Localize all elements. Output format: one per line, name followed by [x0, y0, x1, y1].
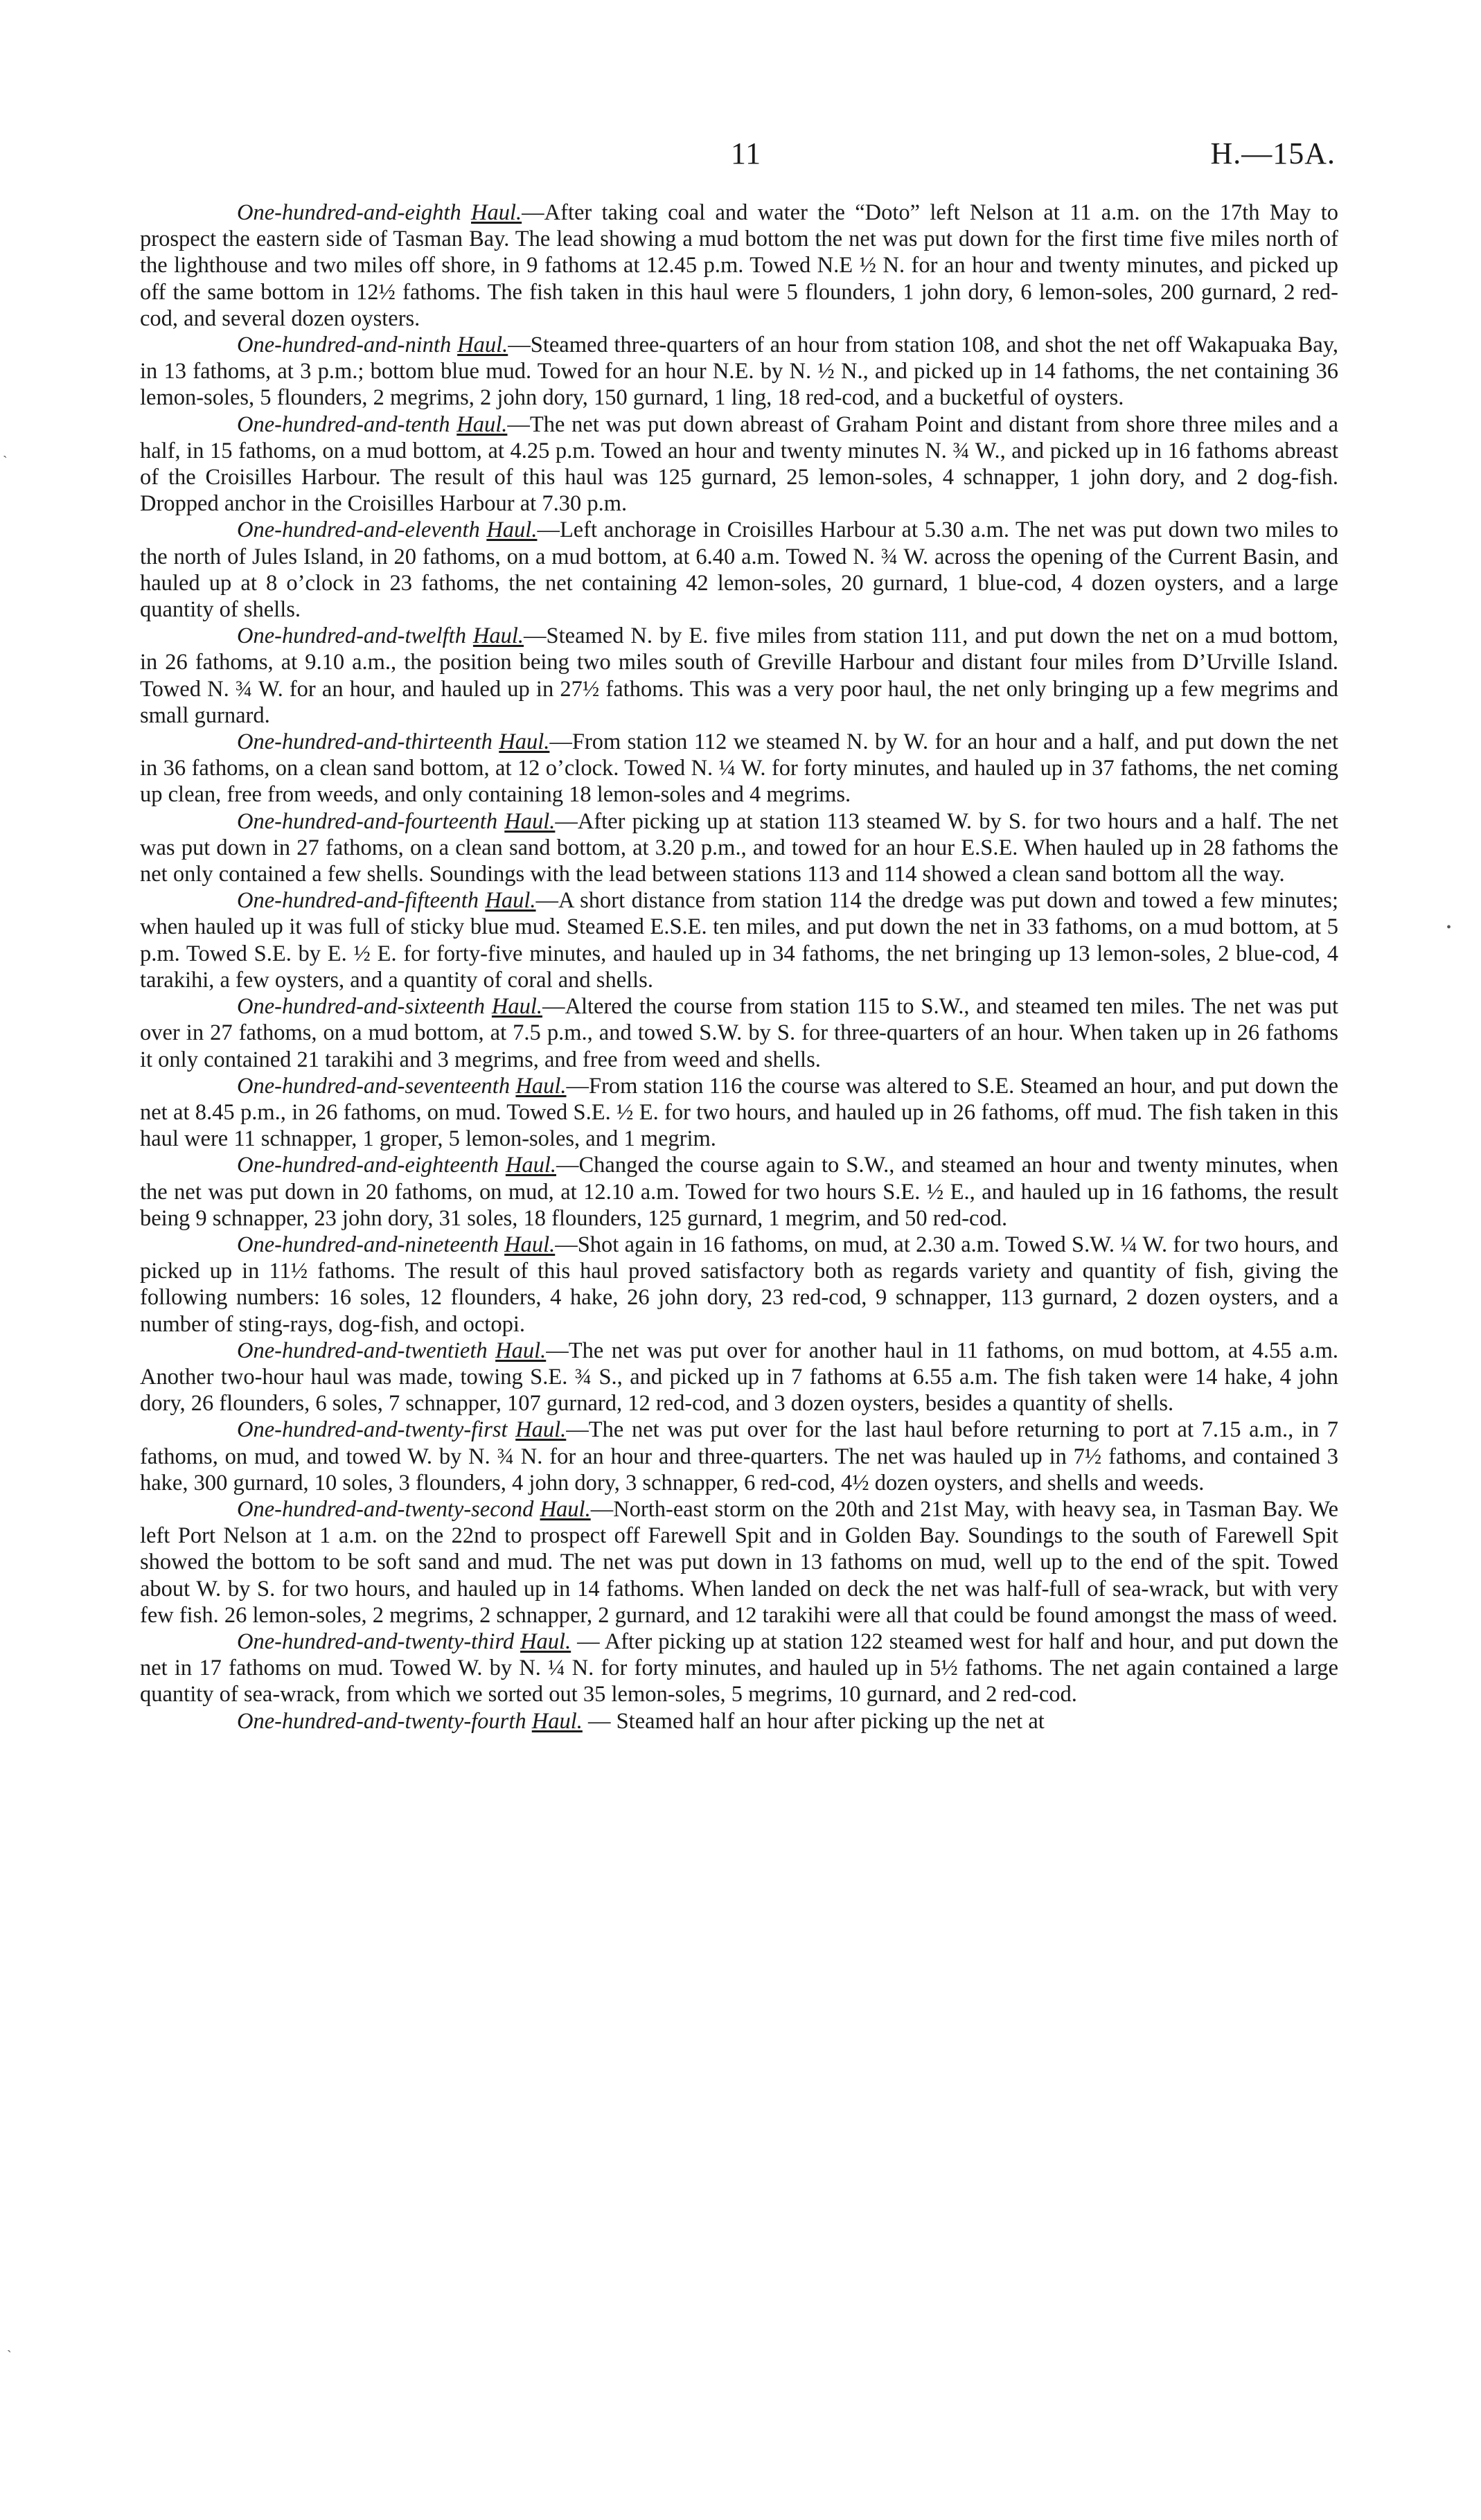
margin-mark: • [1446, 920, 1452, 935]
haul-heading: One-hundred-and-twelfth [237, 623, 466, 649]
haul-text: —A short distance from station 114 the dredge was put down and towed a few minutes; when hauled up it was full of sticky blue mud. Steamed E.S.E. ten miles, and put down the net in 33 fathoms, on a mud bottom, at 5 p.m. Towed S.E. by E. ½ E. for forty-five minutes, and hauled up in 34 fathoms, the net bringing up 13 lemon-soles, 2 blue-cod, 4 tarakihi, a few oysters, and a quantity of coral and shells. [140, 888, 1338, 993]
haul-heading: One-hundred-and-eighth [237, 200, 461, 225]
haul-entry-113 [140, 729, 1338, 808]
haul-entry-124 [140, 1708, 1338, 1734]
haul-entry-123 [140, 1629, 1338, 1708]
haul-entry-116 [140, 993, 1338, 1073]
haul-text: —Steamed three-quarters of an hour from station 108, and shot the net off Wakapuaka Bay, in 13 fathoms, at 3 p.m.; bottom blue mud. Towed for an hour N.E. by N. ½ N., and picked up in 14 fathoms, the net containing 36 lemon-soles, 5 flounders, 2 megrims, 2 john dory, 150 gurnard, 1 ling, 18 red-cod, and a bucketful of oysters. [140, 332, 1339, 411]
haul-label: Haul. [515, 1073, 567, 1099]
haul-heading: One-hundred-and-seventeenth [237, 1073, 511, 1099]
haul-label: Haul. [491, 994, 543, 1020]
haul-entry-119 [140, 1232, 1338, 1338]
haul-text: —The net was put over for another haul in 11 fathoms, on mud bottom, at 4.55 a.m. Another two-hour haul was made, towing S.E. ¾ S., and picked up in 7 fathoms at 6.55 a.m. The fish taken were 14 hake, 4 john dory, 26 flounders, 6 soles, 7 schnapper, 107 gurnard, 12 red-cod, and 3 dozen oysters, besides a quantity of shells. [140, 1338, 1338, 1417]
haul-entry-117 [140, 1073, 1338, 1153]
haul-heading: One-hundred-and-eighteenth [237, 1153, 499, 1178]
haul-text: —After picking up at station 113 steamed W. by S. for two hours and a half. The net was put down in 27 fathoms, on a clean sand bottom, at 3.20 p.m., and towed for an hour E.S.E. When hauled up in 28 fathoms the net only contained a few shells. Soundings with the lead between stations 113 and 114 showed a clean sand bottom all the way. [140, 808, 1339, 887]
haul-label: Haul. [540, 1496, 591, 1522]
haul-heading: One-hundred-and-fourteenth [237, 808, 498, 834]
haul-label: Haul. [457, 332, 508, 358]
margin-mark: ˋ [3, 454, 8, 469]
haul-heading: One-hundred-and-sixteenth [237, 994, 485, 1020]
haul-text: — Steamed half an hour after picking up the net at [582, 1708, 1045, 1734]
haul-text: —The net was put down abreast of Graham Point and distant from shore three miles and a half, in 15 fathoms, on a mud bottom, at 4.25 p.m. Towed an hour and twenty minutes N. ¾ W., and picked up in 16 fathoms abreast of the Croisilles Harbour. The result of this haul was 125 gurnard, 25 lemon-soles, 4 schnapper, 1 john dory, and 2 dog-fish. Dropped anchor in the Croisilles Harbour at 7.30 p.m. [140, 411, 1338, 517]
haul-entry-108 [140, 199, 1338, 332]
haul-heading: One-hundred-and-twenty-fourth [237, 1708, 526, 1734]
haul-entry-109 [140, 332, 1338, 411]
haul-entry-112 [140, 623, 1338, 729]
haul-text: —Changed the course again to S.W., and steamed an hour and twenty minutes, when the net was put down in 20 fathoms, on mud, at 12.10 a.m. Towed for two hours S.E. ½ E., and hauled up in 16 fathoms, the result being 9 schnapper, 23 john dory, 31 soles, 18 flounders, 125 gurnard, 1 megrim, and 50 red-cod. [140, 1153, 1338, 1231]
haul-label: Haul. [499, 729, 550, 755]
haul-label: Haul. [504, 1232, 556, 1257]
haul-entry-121 [140, 1417, 1338, 1496]
haul-heading: One-hundred-and-fifteenth [237, 888, 479, 914]
haul-heading: One-hundred-and-nineteenth [237, 1232, 499, 1257]
haul-label: Haul. [471, 200, 522, 225]
haul-text: —North-east storm on the 20th and 21st May, with heavy sea, in Tasman Bay. We left Port Nelson at 1 a.m. on the 22nd to prospect off Farewell Spit and in Golden Bay. Soundings to the south of Farewell Spit showed the bottom to be soft sand and mud. The net was put down in 13 fathoms on mud, well up to the end of the spit. Towed about W. by S. for two hours, and hauled up in 14 fathoms. When landed on deck the net was half-full of sea-wrack, but with very few fish. 26 lemon-soles, 2 megrims, 2 schnapper, 2 gurnard, and 12 tarakihi were all that could be found amongst the mass of weed. [140, 1496, 1338, 1628]
haul-text: — After picking up at station 122 steamed west for half and hour, and put down the net in 17 fathoms on mud. Towed W. by N. ¼ N. for forty minutes, and hauled up in 5½ fathoms. The net again contained a large quantity of sea-wrack, from which we sorted out 35 lemon-soles, 5 megrims, 10 gurnard, and 2 red-cod. [140, 1629, 1339, 1707]
document-reference: H.—15A. [1210, 136, 1336, 170]
haul-text: —The net was put over for the last haul before returning to port at 7.15 a.m., in 7 fathoms, on mud, and towed W. by N. ¾ N. for an hour and three-quarters. The net was hauled up in 7½ fathoms, and contained 3 hake, 300 gurnard, 10 soles, 3 flounders, 4 john dory, 3 schnapper, 6 red-cod, 4½ dozen oysters, and shells and weeds. [140, 1417, 1339, 1496]
page-number: 11 [730, 136, 762, 170]
report-body [140, 199, 1338, 1734]
haul-label: Haul. [456, 411, 508, 437]
haul-entry-110 [140, 411, 1338, 517]
haul-heading: One-hundred-and-twentieth [237, 1338, 488, 1363]
haul-heading: One-hundred-and-twenty-third [237, 1629, 515, 1654]
haul-text: —Altered the course from station 115 to S.W., and steamed ten miles. The net was put over in 27 fathoms, on a mud bottom, at 7.5 p.m., and towed S.W. by S. for three-quarters of an hour. When taken up in 26 fathoms it only contained 21 tarakihi and 3 megrims, and free from weed and shells. [140, 994, 1338, 1072]
haul-heading: One-hundred-and-twenty-first [237, 1417, 508, 1443]
haul-text: —Steamed N. by E. five miles from station 111, and put down the net on a mud bottom, in 26 fathoms, at 9.10 a.m., the position being two miles south of Greville Harbour and distant four miles from D’Urville Island. Towed N. ¾ W. for an hour, and hauled up in 27½ fathoms. This was a very poor haul, the net only bringing up a few megrims and small gurnard. [140, 623, 1339, 728]
haul-entry-114 [140, 808, 1338, 888]
haul-label: Haul. [472, 623, 524, 649]
haul-text: —Left anchorage in Croisilles Harbour at 5.30 a.m. The net was put down two miles to the north of Jules Island, in 20 fathoms, on a mud bottom, at 6.40 a.m. Towed N. ¾ W. across the opening of the Current Basin, and hauled up at 8 o’clock in 23 fathoms, the net containing 42 lemon-soles, 20 gurnard, 1 blue-cod, 4 dozen oysters, and a large quantity of shells. [140, 517, 1338, 623]
haul-label: Haul. [495, 1338, 547, 1363]
haul-heading: One-hundred-and-twenty-second [237, 1496, 534, 1522]
haul-heading: One-hundred-and-thirteenth [237, 729, 493, 755]
margin-mark: ˋ [7, 2348, 12, 2363]
haul-label: Haul. [504, 808, 556, 834]
haul-label: Haul. [486, 517, 538, 543]
haul-entry-118 [140, 1152, 1338, 1232]
haul-text: —From station 112 we steamed N. by W. for an hour and a half, and put down the net in 36 fathoms, on a clean sand bottom, at 12 o’clock. Towed N. ¼ W. for forty minutes, and hauled up in 37 fathoms, the net coming up clean, free from weeds, and only containing 18 lemon-soles and 4 megrims. [140, 729, 1338, 808]
haul-label: Haul. [505, 1153, 556, 1178]
haul-heading: One-hundred-and-ninth [237, 332, 452, 358]
haul-label: Haul. [520, 1629, 571, 1654]
haul-text: —From station 116 the course was altered to S.E. Steamed an hour, and put down the net at 8.45 p.m., in 26 fathoms, on mud. Towed S.E. ½ E. for two hours, and hauled up in 26 fathoms, off mud. The fish taken in this haul were 11 schnapper, 1 groper, 5 lemon-soles, and 1 megrim. [140, 1073, 1338, 1152]
haul-entry-115 [140, 887, 1338, 993]
haul-heading: One-hundred-and-eleventh [237, 517, 480, 543]
haul-entry-122 [140, 1496, 1338, 1629]
haul-text: —Shot again in 16 fathoms, on mud, at 2.30 a.m. Towed S.W. ¼ W. for two hours, and picked up in 11½ fathoms. The result of this haul proved satisfactory both as regards variety and quantity of fish, giving the following numbers: 16 soles, 12 flounders, 4 hake, 26 john dory, 23 red-cod, 9 schnapper, 113 gurnard, 2 dozen oysters, and a number of sting-rays, dog-fish, and octopi. [140, 1232, 1339, 1337]
haul-label: Haul. [485, 888, 536, 914]
haul-entry-111 [140, 517, 1338, 623]
haul-entry-120 [140, 1338, 1338, 1417]
haul-text: —After taking coal and water the “Doto” left Nelson at 11 a.m. on the 17th May to prospect the eastern side of Tasman Bay. The lead showing a mud bottom the net was put down for the first time five miles north of the lighthouse and two miles off shore, in 9 fathoms at 12.45 p.m. Towed N.E ½ N. for an hour and twenty minutes, and picked up off the same bottom in 12½ fathoms. The fish taken in this haul were 5 flounders, 1 john dory, 6 lemon-soles, 200 gurnard, 2 red-cod, and several dozen oysters. [140, 200, 1339, 331]
haul-heading: One-hundred-and-tenth [237, 411, 450, 437]
haul-label: Haul. [515, 1417, 567, 1443]
haul-label: Haul. [531, 1708, 583, 1734]
